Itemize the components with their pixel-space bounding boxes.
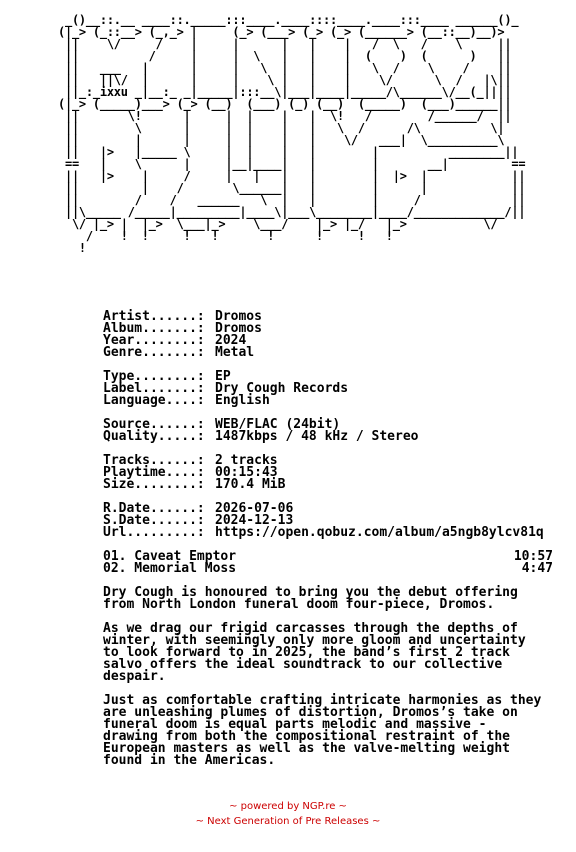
field-value: 2024 bbox=[215, 333, 247, 348]
tracklist bbox=[103, 551, 553, 575]
field-key: Quality.....: bbox=[103, 429, 205, 444]
field-key: Artist......: bbox=[103, 309, 205, 324]
field-url bbox=[103, 527, 553, 539]
release-info-group-3 bbox=[103, 419, 553, 443]
field-value: Dromos bbox=[215, 309, 262, 324]
field-quality bbox=[103, 431, 553, 443]
field-language bbox=[103, 395, 553, 407]
track-title: 02. Memorial Moss bbox=[103, 561, 237, 576]
track-row bbox=[103, 563, 553, 575]
release-info-group-2 bbox=[103, 371, 553, 407]
field-value: English bbox=[215, 393, 270, 408]
field-value: 170.4 MiB bbox=[215, 477, 286, 492]
field-key: Language....: bbox=[103, 393, 205, 408]
field-key: Year........: bbox=[103, 333, 205, 348]
footer-powered-by: ~ powered by NGP.re ~ bbox=[229, 801, 347, 812]
track-duration: 4:47 bbox=[521, 561, 553, 576]
field-key: Genre.......: bbox=[103, 345, 205, 360]
field-value: Dromos bbox=[215, 321, 262, 336]
nfo-body bbox=[103, 311, 553, 767]
field-key: Url.........: bbox=[103, 525, 205, 540]
field-key: Label.......: bbox=[103, 381, 205, 396]
footer-tagline: ~ Next Generation of Pre Releases ~ bbox=[195, 816, 381, 827]
field-key: R.Date......: bbox=[103, 501, 205, 516]
field-key: Size........: bbox=[103, 477, 205, 492]
field-value: Metal bbox=[215, 345, 255, 360]
field-key: Tracks......: bbox=[103, 453, 205, 468]
field-value: https://open.qobuz.com/album/a5ngb8ylcv81q bbox=[215, 525, 544, 540]
description-paragraph: Just as comfortable crafting intricate harmonies as they are unleashing plumes of distortion, Dromos’s take on funeral doom is equal parts melodic and massive - drawing from both the compositional restraint of the European masters as well as the valve-melting weight found in the Americas. bbox=[103, 693, 542, 768]
field-genre bbox=[103, 347, 553, 359]
field-value: WEB/FLAC (24bit) bbox=[215, 417, 341, 432]
footer bbox=[0, 799, 576, 829]
description-paragraph: As we drag our frigid carcasses through the depths of winter, with seemingly only more gloom and uncertainty to look forward to in 2025, the band’s first 2 track salvo offers the ideal soundtrack to our collective despair. bbox=[103, 621, 526, 684]
field-value: 2026-07-06 bbox=[215, 501, 294, 516]
description-paragraph: Dry Cough is honoured to bring you the debut offering from North London funeral doom four-piece, Dromos. bbox=[103, 585, 518, 612]
field-size bbox=[103, 479, 553, 491]
field-value: 2 tracks bbox=[215, 453, 278, 468]
release-info-group-5 bbox=[103, 503, 553, 539]
track-title: 01. Caveat Emptor bbox=[103, 549, 237, 564]
release-info-group-4 bbox=[103, 455, 553, 491]
field-key: Type........: bbox=[103, 369, 205, 384]
field-value: 00:15:43 bbox=[215, 465, 278, 480]
ascii-art-logo: _()__::.__ ____::._____:::____.____::::____.____:::____ ______()_ (|_> (_::__> (_,_> | (_> (___> (_> (_> (______> (__::__)__)> || \/ / | | | | | / \ / \ || || / | | \ | | | ( ) ( ) || || ___ | | | \ | | | \ / \ / || || ||\/ | | | \ | | | \/ \ / |\|| ||_:_ixxu _|__:_ _|_____|:::__\|___|____|_____/\______\/__(_|||| (|_> (_____)___> (_> (__) (___) (_) (__) (_____) (___)______|| || \! | | | | | \! / /______/ || || \ | | | | | \ / /\ \| || | | | | | | \/ ___| \__________\ || |> |_____ \ | | | | | ________|| == | \ | |__|____| | | __| == || |> | / | | | | | |> | || || | / \______| | | | || || / / ______ \ | | | / || ||\_____ /_____|_________|____\|___\________|____/_____________/|| \/ |_> | |_> \___|_> \___/ |_> |_/ |_> \/ / ! ! ! ! ! ! ! ! ! bbox=[58, 13, 526, 255]
field-key: S.Date......: bbox=[103, 513, 205, 528]
field-key: Album.......: bbox=[103, 321, 205, 336]
field-key: Playtime....: bbox=[103, 465, 205, 480]
field-value: EP bbox=[215, 369, 231, 384]
field-value: 2024-12-13 bbox=[215, 513, 294, 528]
field-value: 1487kbps / 48 kHz / Stereo bbox=[215, 429, 419, 444]
field-key: Source......: bbox=[103, 417, 205, 432]
track-duration: 10:57 bbox=[513, 549, 553, 564]
release-info-group-1 bbox=[103, 311, 553, 359]
field-value: Dry Cough Records bbox=[215, 381, 349, 396]
